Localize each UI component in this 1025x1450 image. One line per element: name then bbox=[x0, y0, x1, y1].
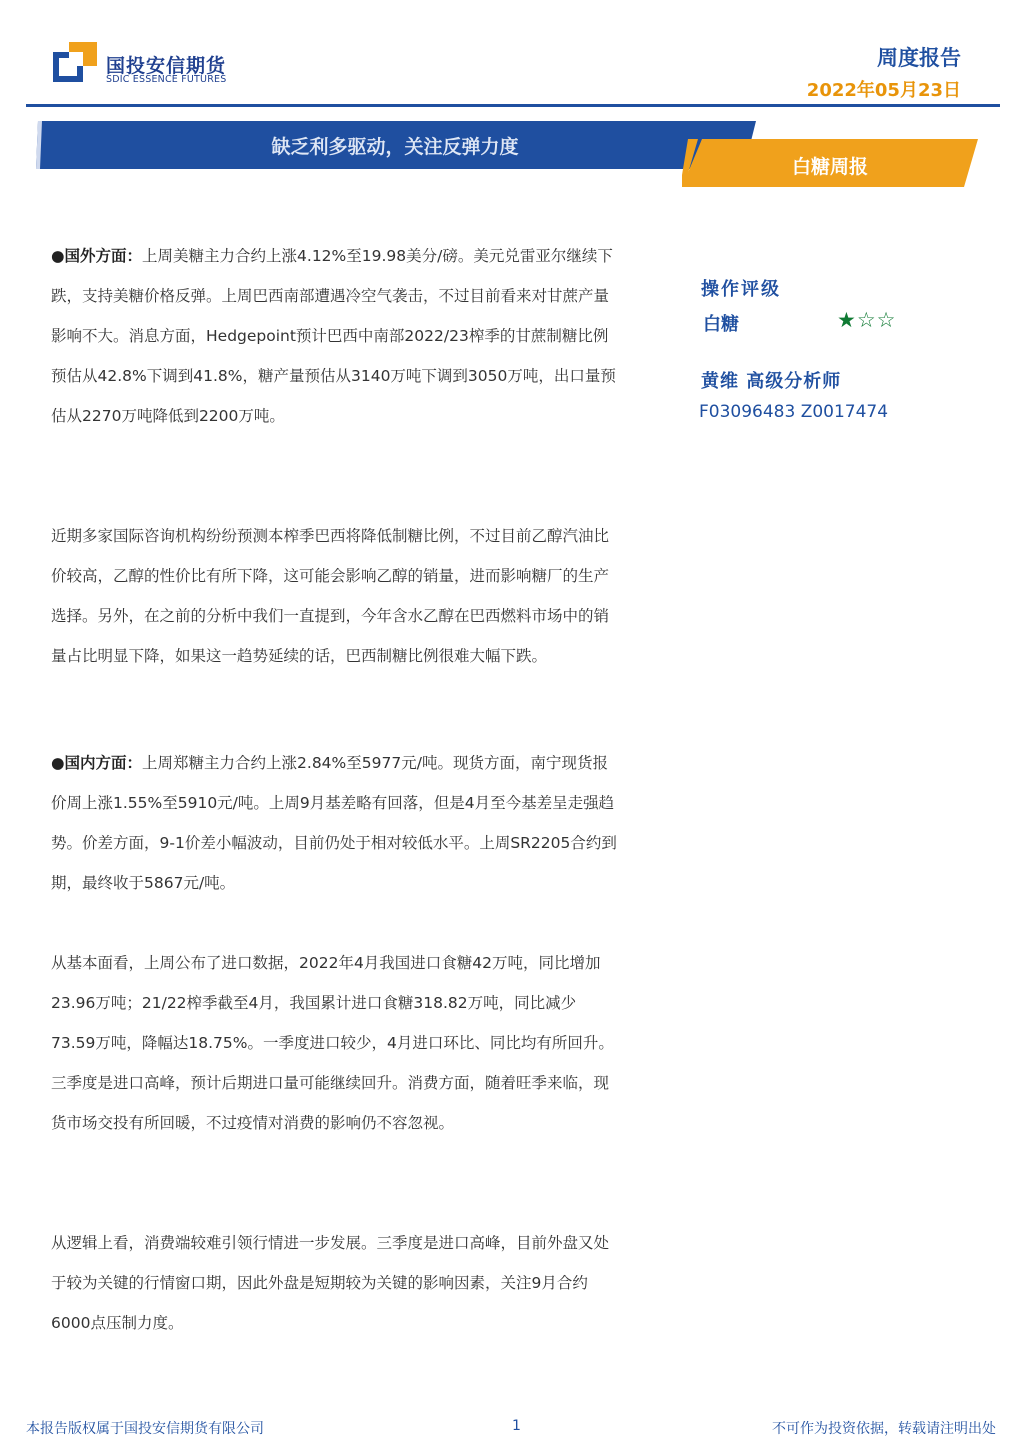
header-divider bbox=[26, 104, 1000, 107]
report-title: 缺乏利多驱动，关注反弹力度 bbox=[271, 136, 519, 158]
company-logo-icon bbox=[53, 42, 97, 84]
paragraph-ethanol: 近期多家国际咨询机构纷纷预测本榨季巴西将降低制糖比例，不过目前乙醇汽油比价较高，乙醇的性价比有所下降，这可能会影响乙醇的销量，进而影响糖厂的生产选择。另外，在之前的分析中我们一直提到，今年含水乙醇在巴西燃料市场中的销量占比明显下降，如果这一趋势延续的话，巴西制糖比例很难大幅下跌。 bbox=[51, 527, 610, 665]
report-date: 2022年05月23日 bbox=[806, 80, 961, 101]
footer-copyright: 本报告版权属于国投安信期货有限公司 bbox=[26, 1421, 264, 1437]
company-name-en: SDIC ESSENCE FUTURES bbox=[106, 74, 227, 85]
paragraph-overseas bbox=[51, 236, 617, 436]
analyst-name: 黄维 高级分析师 bbox=[701, 371, 842, 392]
footer-disclaimer: 不可作为投资依据，转载请注明出处 bbox=[772, 1421, 996, 1437]
company-name-cn: 国投安信期货 bbox=[106, 55, 227, 77]
page-number: 1 bbox=[512, 1418, 521, 1434]
rating-title: 操作评级 bbox=[701, 279, 781, 300]
analyst-licenses: F03096483 Z0017474 bbox=[699, 402, 889, 422]
overseas-label: ●国外方面： bbox=[51, 247, 143, 265]
paragraph-logic: 从逻辑上看，消费端较难引领行情进一步发展。三季度是进口高峰，目前外盘又处于较为关键的行情窗口期，因此外盘是短期较为关键的影响因素，关注9月合约6000点压制力度。 bbox=[51, 1234, 610, 1332]
overseas-text: 上周美糖主力合约上涨4.12%至19.98美分/磅。美元兑雷亚尔继续下跌，支持美糖价格反弹。上周巴西南部遭遇冷空气袭击，不过目前看来对甘蔗产量影响不大。消息方面，Hedgepoint预计巴西中南部2022/23榨季的甘蔗制糖比例预估从42.8%下调到41.8%，糖产量预估从3140万吨下调到3050万吨，出口量预估从2270万吨降低到2200万吨。 bbox=[51, 247, 616, 425]
rating-product: 白糖 bbox=[703, 314, 739, 335]
report-category: 白糖周报 bbox=[791, 156, 868, 178]
paragraph-domestic bbox=[51, 743, 617, 903]
report-type: 周度报告 bbox=[877, 46, 961, 70]
domestic-label: ●国内方面： bbox=[51, 754, 143, 772]
domestic-text: 上周郑糖主力合约上涨2.84%至5977元/吨。现货方面，南宁现货报价周上涨1.55%至5910元/吨。上周9月基差略有回落，但是4月至今基差呈走强趋势。价差方面，9-1价差小幅波动，目前仍处于相对较低水平。上周SR2205合约到期，最终收于5867元/吨。 bbox=[51, 754, 617, 892]
rating-stars-icon: ★☆☆ bbox=[837, 308, 897, 332]
paragraph-fundamentals: 从基本面看，上周公布了进口数据，2022年4月我国进口食糖42万吨，同比增加23.96万吨；21/22榨季截至4月，我国累计进口食糖318.82万吨，同比减少73.59万吨，降幅达18.75%。一季度进口较少，4月进口环比、同比均有所回升。三季度是进口高峰，预计后期进口量可能继续回升。消费方面，随着旺季来临，现货市场交投有所回暖，不过疫情对消费的影响仍不容忽视。 bbox=[51, 954, 614, 1132]
